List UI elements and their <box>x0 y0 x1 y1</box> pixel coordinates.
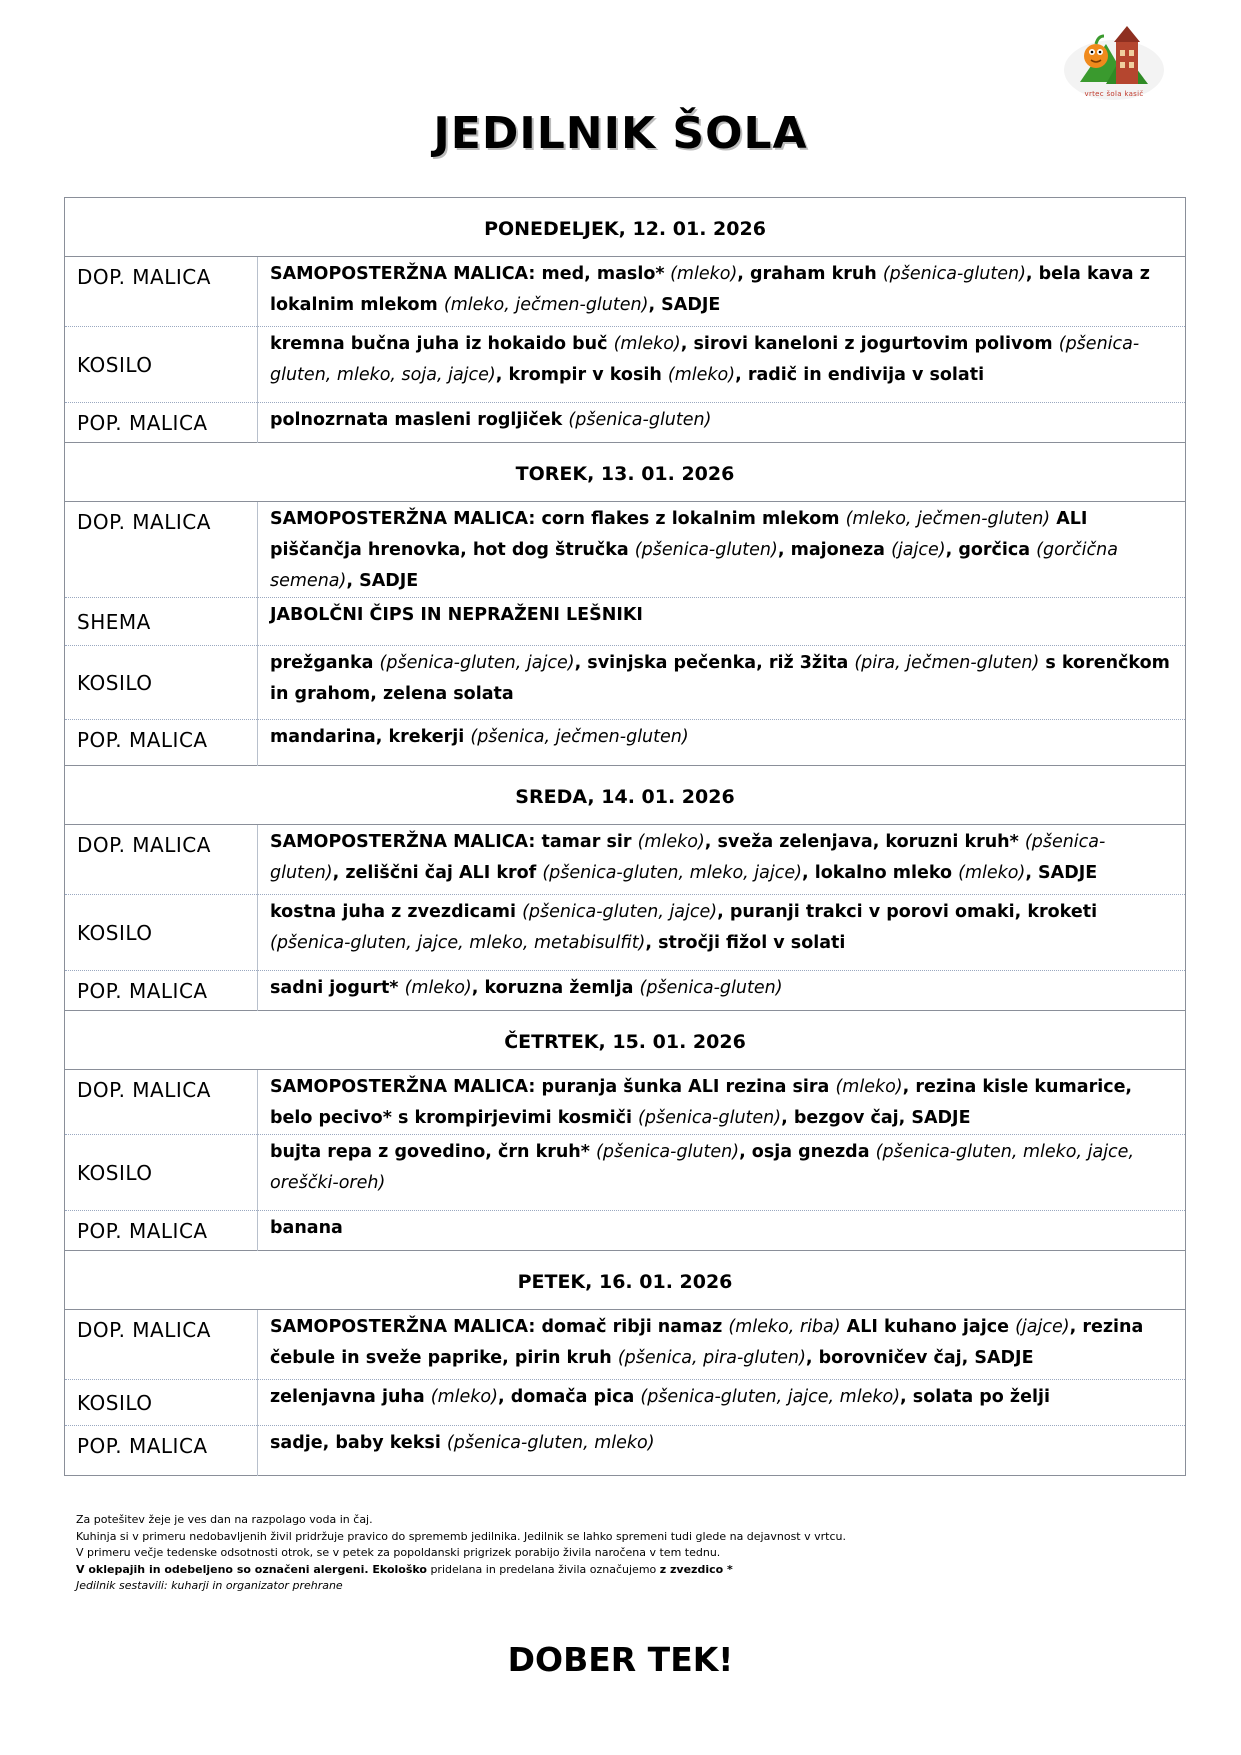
menu-text: sadje, baby keksi <box>270 1433 447 1453</box>
allergen-text: (mleko) <box>637 832 705 852</box>
meal-description <box>258 825 1186 895</box>
meal-label: POP. MALICA <box>65 720 258 766</box>
meal-label: KOSILO <box>65 1380 258 1426</box>
menu-text: , bela kava z lokalnim mlekom <box>270 264 1150 315</box>
meal-description <box>258 895 1186 971</box>
menu-text: , rezina kisle kumarice, belo pecivo* s krompirjevimi kosmiči <box>270 1077 1133 1128</box>
meal-description <box>258 1310 1186 1380</box>
day-header: SREDA, 14. 01. 2026 <box>65 766 1186 825</box>
meal-description <box>258 646 1186 720</box>
menu-text: , majoneza <box>777 540 892 560</box>
footnote-text: Za potešitev žeje je ves dan na razpolago voda in čaj. <box>76 1513 373 1526</box>
day-header-row <box>65 1251 1186 1310</box>
footnote-line <box>76 1512 1176 1529</box>
menu-text: SAMOPOSTERŽNA MALICA: puranja šunka ALI rezina sira <box>270 1077 836 1097</box>
footnote-text: pridelana in predelana živila označujemo <box>426 1562 660 1576</box>
meal-label: DOP. MALICA <box>65 502 258 598</box>
meal-label: POP. MALICA <box>65 1211 258 1251</box>
menu-text: , bezgov čaj, SADJE <box>781 1108 971 1128</box>
closing-text: DOBER TEK! <box>507 1640 734 1679</box>
allergen-text: (jajce) <box>891 540 946 560</box>
day-header: PONEDELJEK, 12. 01. 2026 <box>65 198 1186 257</box>
meal-description <box>258 1211 1186 1251</box>
school-logo <box>1058 22 1170 106</box>
footnote-text: Jedilnik sestavili: kuharji in organizator prehrane <box>76 1579 343 1592</box>
allergen-text: (pšenica-gluten, jajce, mleko, metabisulfit) <box>270 933 646 953</box>
menu-text: , domača pica <box>497 1387 641 1407</box>
meal-description <box>258 598 1186 646</box>
allergen-text: (pšenica-gluten, jajce, mleko) <box>640 1387 901 1407</box>
menu-text: kremna bučna juha iz hokaido buč <box>270 334 614 354</box>
menu-table <box>64 197 1186 1476</box>
day-header: TOREK, 13. 01. 2026 <box>65 443 1186 502</box>
meal-row <box>65 598 1186 646</box>
footnote-text: Kuhinja si v primeru nedobavljenih živil pridržuje pravico do sprememb jedilnika. Jedilnik se lahko spremeni tudi glede na dejavnost v vrtcu. <box>76 1529 846 1543</box>
menu-text: polnozrnata masleni rogljiček <box>270 410 569 430</box>
menu-text: sadni jogurt* <box>270 978 405 998</box>
menu-text: SAMOPOSTERŽNA MALICA: med, maslo* <box>270 264 665 284</box>
menu-text: , stročji fižol v solati <box>645 933 846 953</box>
day-header-row <box>65 198 1186 257</box>
meal-row <box>65 1380 1186 1426</box>
page-title: JEDILNIK ŠOLA <box>433 108 808 159</box>
meal-row <box>65 257 1186 327</box>
allergen-text: (pšenica-gluten) <box>634 540 778 560</box>
meal-row <box>65 327 1186 403</box>
allergen-text: (mleko) <box>613 334 681 354</box>
day-header-row <box>65 443 1186 502</box>
menu-text: , SADJE <box>1025 863 1098 883</box>
meal-description <box>258 403 1186 443</box>
allergen-text: (pšenica-gluten, mleko, soja, jajce) <box>270 334 1140 385</box>
meal-description <box>258 720 1186 766</box>
meal-row <box>65 1135 1186 1211</box>
meal-label: POP. MALICA <box>65 1426 258 1476</box>
meal-row <box>65 825 1186 895</box>
meal-description <box>258 502 1186 598</box>
menu-text: ALI piščančja hrenovka, hot dog štručka <box>270 509 1088 560</box>
menu-text: , osja gnezda <box>739 1142 876 1162</box>
allergen-text: (pšenica, ječmen-gluten) <box>470 727 689 747</box>
allergen-text: (mleko) <box>958 863 1026 883</box>
menu-text: s korenčkom in grahom, zelena solata <box>270 653 1170 704</box>
allergen-text: (pšenica-gluten) <box>568 410 712 430</box>
allergen-text: (pšenica-gluten) <box>596 1142 740 1162</box>
meal-row <box>65 646 1186 720</box>
meal-label: SHEMA <box>65 598 258 646</box>
footnote-text: V oklepajih in odebeljeno so označeni alergeni. Ekološko <box>76 1562 427 1576</box>
allergen-text: (gorčična semena) <box>270 540 1118 591</box>
meal-row <box>65 1310 1186 1380</box>
menu-text: banana <box>270 1218 343 1238</box>
menu-text: ALI kuhano jajce <box>840 1317 1016 1337</box>
menu-text: , svinjska pečenka, riž 3žita <box>574 653 855 673</box>
allergen-text: (pšenica-gluten, mleko, jajce, oreščki-oreh) <box>270 1142 1135 1193</box>
allergen-text: (mleko) <box>835 1077 903 1097</box>
allergen-text: (pšenica-gluten, mleko) <box>446 1433 655 1453</box>
meal-description <box>258 1426 1186 1476</box>
meal-label: DOP. MALICA <box>65 1070 258 1135</box>
meal-row <box>65 895 1186 971</box>
footnote-text: z zvezdico * <box>659 1562 733 1576</box>
allergen-text: (mleko, riba) <box>728 1317 841 1337</box>
meal-label: POP. MALICA <box>65 403 258 443</box>
menu-text: SAMOPOSTERŽNA MALICA: tamar sir <box>270 832 638 852</box>
meal-row <box>65 403 1186 443</box>
allergen-text: (pšenica-gluten) <box>882 264 1026 284</box>
menu-text: , koruzna žemlja <box>471 978 640 998</box>
allergen-text: (pšenica-gluten, jajce) <box>522 902 718 922</box>
menu-text: , radič in endivija v solati <box>735 365 985 385</box>
allergen-text: (mleko, ječmen-gluten) <box>845 509 1051 529</box>
footnote-line <box>76 1545 1176 1562</box>
allergen-text: (pšenica-gluten, jajce) <box>379 653 575 673</box>
menu-text: SAMOPOSTERŽNA MALICA: corn flakes z lokalnim mlekom <box>270 509 846 529</box>
meal-description <box>258 257 1186 327</box>
meal-description <box>258 1380 1186 1426</box>
day-header: ČETRTEK, 15. 01. 2026 <box>65 1011 1186 1070</box>
meal-row <box>65 1211 1186 1251</box>
meal-label: KOSILO <box>65 646 258 720</box>
meal-description <box>258 1070 1186 1135</box>
menu-text: mandarina, krekerji <box>270 727 471 747</box>
menu-text: , solata po želji <box>900 1387 1050 1407</box>
menu-text: kostna juha z zvezdicami <box>270 902 523 922</box>
meal-label: DOP. MALICA <box>65 257 258 327</box>
menu-text: , sirovi kaneloni z jogurtovim polivom <box>680 334 1059 354</box>
day-header: PETEK, 16. 01. 2026 <box>65 1251 1186 1310</box>
menu-text: , SADJE <box>346 571 419 591</box>
footnote-text: V primeru večje tedenske odsotnosti otrok, se v petek za popoldanski prigrizek porabijo živila naročena v tem tednu. <box>76 1546 721 1559</box>
menu-text: prežganka <box>270 653 380 673</box>
menu-text: , krompir v kosih <box>495 365 668 385</box>
menu-text: , zeliščni čaj ALI krof <box>332 863 543 883</box>
menu-text: , gorčica <box>945 540 1037 560</box>
meal-row <box>65 971 1186 1011</box>
menu-text: SAMOPOSTERŽNA MALICA: domač ribji namaz <box>270 1317 729 1337</box>
allergen-text: (pšenica-gluten, mleko, jajce) <box>542 863 802 883</box>
footnote-line <box>76 1578 1176 1595</box>
menu-text: , SADJE <box>648 295 721 315</box>
meal-description <box>258 971 1186 1011</box>
meal-label: KOSILO <box>65 1135 258 1211</box>
meal-label: KOSILO <box>65 895 258 971</box>
meal-label: KOSILO <box>65 327 258 403</box>
footnotes <box>76 1512 1176 1595</box>
allergen-text: (mleko, ječmen-gluten) <box>443 295 649 315</box>
meal-description <box>258 1135 1186 1211</box>
allergen-text: (mleko) <box>670 264 738 284</box>
menu-text: , graham kruh <box>737 264 883 284</box>
meal-description <box>258 327 1186 403</box>
day-header-row <box>65 1011 1186 1070</box>
meal-label: DOP. MALICA <box>65 825 258 895</box>
allergen-text: (pira, ječmen-gluten) <box>854 653 1040 673</box>
menu-text: , rezina čebule in sveže paprike, pirin kruh <box>270 1317 1144 1368</box>
menu-text: , puranji trakci v porovi omaki, kroketi <box>717 902 1098 922</box>
meal-row <box>65 720 1186 766</box>
menu-text: , lokalno mleko <box>801 863 959 883</box>
footnote-line <box>76 1529 1176 1546</box>
allergen-text: (mleko) <box>430 1387 498 1407</box>
logo-text: vrtec šola kasič <box>1084 90 1144 98</box>
allergen-text: (pšenica-gluten) <box>639 978 783 998</box>
meal-row <box>65 1070 1186 1135</box>
menu-text: , sveža zelenjava, koruzni kruh* <box>704 832 1025 852</box>
menu-text: , borovničev čaj, SADJE <box>805 1348 1034 1368</box>
allergen-text: (mleko) <box>667 365 736 385</box>
allergen-text: (pšenica-gluten) <box>638 1108 782 1128</box>
menu-text: JABOLČNI ČIPS IN NEPRAŽENI LEŠNIKI <box>270 605 643 625</box>
allergen-text: (pšenica-gluten) <box>270 832 1106 883</box>
allergen-text: (mleko) <box>404 978 472 998</box>
menu-text: bujta repa z govedino, črn kruh* <box>270 1142 597 1162</box>
footnote-line <box>76 1562 1176 1579</box>
meal-row <box>65 1426 1186 1476</box>
meal-row <box>65 502 1186 598</box>
menu-text: zelenjavna juha <box>270 1387 431 1407</box>
allergen-text: (pšenica, pira-gluten) <box>617 1348 806 1368</box>
meal-label: POP. MALICA <box>65 971 258 1011</box>
meal-label: DOP. MALICA <box>65 1310 258 1380</box>
allergen-text: (jajce) <box>1015 1317 1070 1337</box>
day-header-row <box>65 766 1186 825</box>
